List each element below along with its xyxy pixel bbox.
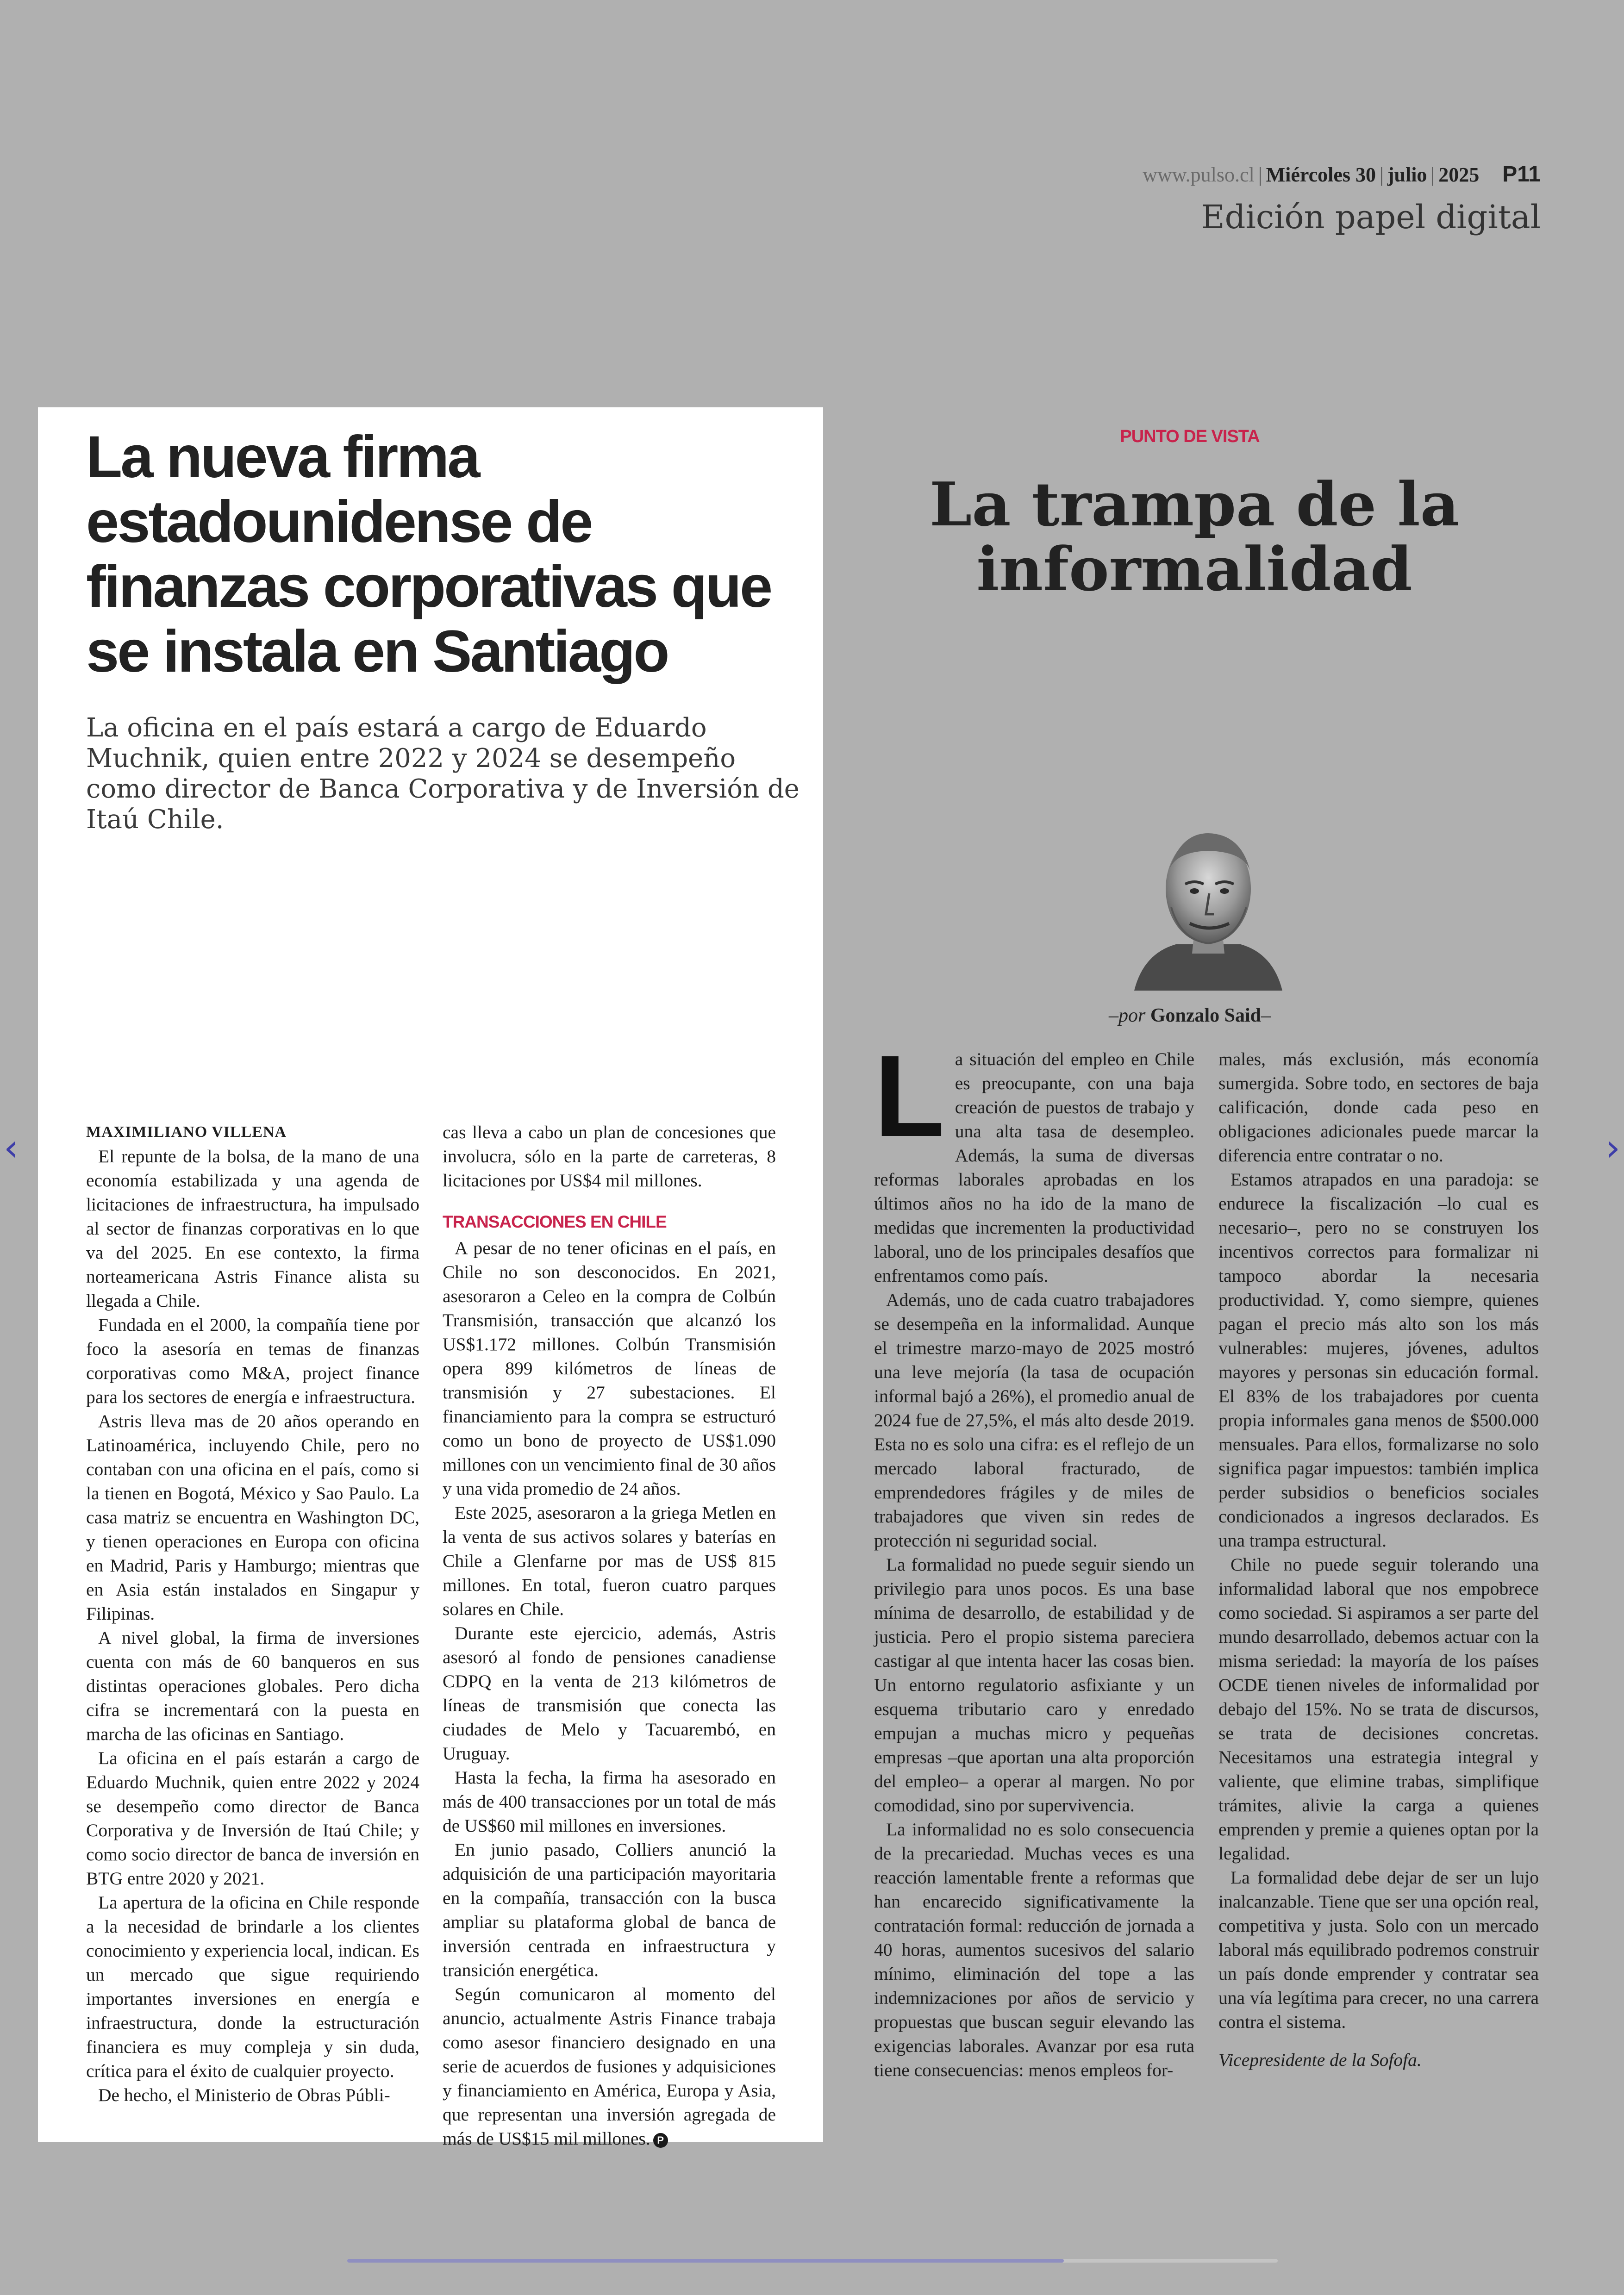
- separator: |: [1380, 163, 1384, 186]
- opinion-column-2: [1218, 1047, 1539, 2072]
- article-column-1: [86, 1120, 419, 2107]
- author-name: Gonzalo Said: [1150, 1005, 1262, 1026]
- article-paragraph-text: Según comunicaron al momento del anuncio, actualmente Astris Finance trabaja como asesor financiero designado en una serie de acuerdos de fusiones y adquisiciones y financiamiento en América, Europa y Asia, que representan una inversión agregada de más de US$15 mil millones.: [443, 1984, 776, 2149]
- site-url[interactable]: www.pulso.cl: [1143, 163, 1255, 186]
- opinion-paragraph: La formalidad no puede seguir siendo un privilegio para unos pocos. Es una base mínima de desarrollo, de estabilidad y de justicia. Pero el propio sistema pareciera castigar al que intenta hacer las cosas bien. Un entorno regulatorio asfixiante y un esquema tributario caro y enredado empujan a muchas micro y pequeñas empresas –que aportan una alta proporción del empleo– a operar al margen. No por comodidad, sino por supervivencia.: [874, 1554, 1194, 1815]
- opinion-paragraph: Chile no puede seguir tolerando una informalidad laboral que nos empobrece como sociedad. Si aspiramos a ser parte del mundo desarrollado, debemos actuar con la misma seriedad: la mayoría de los países OCDE tienen niveles de informalidad por debajo del 15%. No se trata de discursos, se trata de decisiones concretas. Necesitamos una estrategia integral y valiente, que elimine trabas, simplifique trámites, alivie la carga a quienes emprenden y premie a quienes optan por la legalidad.: [1218, 1554, 1539, 1864]
- article-paragraph: Durante este ejercicio, además, Astris asesoró al fondo de pensiones canadiense CDPQ en la venta de 213 kilómetros de líneas de transmisión que conecta las ciudades de Melo y Tacuarembó, en Uruguay.: [443, 1623, 776, 1764]
- author-byline: [898, 1004, 1481, 1027]
- section-kicker: PUNTO DE VISTA: [1120, 427, 1260, 446]
- issue-line: [1143, 161, 1541, 188]
- separator: |: [1430, 163, 1435, 186]
- opinion-paragraph-text: a situación del empleo en Chile es preocupante, con una baja creación de puestos de trabajo y una alta tasa de desempleo. Además, la suma de diversas reformas laborales aprobadas en los últimos años no ha ido de la mano de medidas que incrementen la productividad laboral, uno de los principales desafíos que enfrentamos como país.: [874, 1049, 1194, 1286]
- article-paragraph: Este 2025, asesoraron a la griega Metlen en la venta de sus activos solares y baterías en Chile a Glenfarne por mas de US$ 815 millones. En total, fueron cuatro parques solares en Chile.: [443, 1503, 776, 1619]
- author-portrait: [1125, 815, 1292, 991]
- issue-date-day: Miércoles 30: [1266, 163, 1376, 186]
- article-headline: La nueva firma estadounidense de finanzas corporativas que se instala en Santiago: [86, 424, 771, 685]
- article-paragraph: cas lleva a cabo un plan de concesiones que involucra, sólo en la parte de carreteras, 8 licitaciones por US$4 mil millones.: [443, 1122, 776, 1191]
- article-paragraph: De hecho, el Ministerio de Obras Públi-: [98, 2085, 390, 2105]
- author-title: Vicepresidente de la Sofofa.: [1218, 2050, 1422, 2070]
- edition-label: Edición papel digital: [1201, 198, 1541, 236]
- previous-page-arrow-icon[interactable]: ‹: [4, 1126, 19, 1169]
- opinion-column-1: [874, 1031, 1194, 2082]
- issue-date-year: 2025: [1438, 163, 1480, 186]
- article-paragraph: A pesar de no tener oficinas en el país, en Chile no son desconocidos. En 2021, asesoraron a Celeo en la compra de Colbún Transmisión, transacción que alcanzó los US$1.172 millones. Colbún Transmisión opera 899 kilómetros de líneas de transmisión y 27 subestaciones. El financiamiento para la compra se estructuró como un bono de proyecto de US$1.090 millones con un vencimiento final de 30 años y una vida promedio de 24 años.: [443, 1238, 776, 1499]
- opinion-paragraph: La formalidad debe dejar de ser un lujo inalcanzable. Tiene que ser una opción real, competitiva y justa. Solo con un mercado laboral más equilibrado podremos construir un país donde emprender y contratar sea una vía legítima para crecer, no una carrera contra el sistema.: [1218, 1867, 1539, 2032]
- opinion-title: La trampa de la informalidad: [929, 469, 1460, 605]
- article-column-2: [443, 1120, 776, 2151]
- article-deck: La oficina en el país estará a cargo de Eduardo Muchnik, quien entre 2022 y 2024 se desempeño como director de Banca Corporativa y de Inversión de Itaú Chile.: [86, 713, 800, 835]
- article-paragraph: Astris lleva mas de 20 años operando en Latinoamérica, incluyendo Chile, pero no contaban con una oficina en el país, como si la tienen en Bogotá, México y Sao Paulo. La casa matriz se encuentra en Washington DC, y tienen operaciones en Europa con oficina en Madrid, Paris y Hamburgo; mientras que en Asia están instalados en Singapur y Filipinas.: [86, 1411, 419, 1624]
- page-progress-fill: [347, 2259, 1064, 2263]
- drop-cap: L: [874, 1031, 945, 1160]
- masthead: [1143, 161, 1541, 240]
- opinion-paragraph: La informalidad no es solo consecuencia de la precariedad. Muchas veces es una reacción lamentable frente a reformas que han encarecido significativamente la contratación formal: reducción de jornada a 40 horas, aumentos sucesivos del salario mínimo, eliminación del tope a las indemnizaciones por años de servicio y propuestas que buscan seguir elevando las exigencias laborales. Avanzar por esa ruta tiene consecuencias: menos empleos for-: [874, 1819, 1194, 2080]
- article-paragraph: En junio pasado, Colliers anunció la adquisición de una participación mayoritaria en la compañía, transacción con la busca ampliar su plataforma global de banca de inversión centrada en infraestructura y transición energética.: [443, 1840, 776, 1980]
- article-paragraph: A nivel global, la firma de inversiones cuenta con más de 60 banqueros en sus distintas operaciones globales. Pero dicha cifra se incrementará con la puesta en marcha de las oficinas en Santiago.: [86, 1628, 419, 1744]
- page-progress-bar[interactable]: [347, 2259, 1278, 2263]
- left-article: [38, 407, 823, 2149]
- article-byline: MAXIMILIANO VILLENA: [86, 1123, 287, 1141]
- end-of-article-icon: P: [653, 2133, 668, 2148]
- byline-prefix: –por: [1108, 1005, 1146, 1026]
- article-paragraph: La apertura de la oficina en Chile responde a la necesidad de brindarle a los clientes conocimiento y experiencia local, indican. Es un mercado que sigue requiriendo importantes inversiones en energía e infraestructura, donde la estructuración financiera es muy compleja y sin duda, crítica para el éxito de cualquier proyecto.: [86, 1892, 419, 2081]
- article-subhead: TRANSACCIONES EN CHILE: [443, 1212, 667, 1231]
- byline-suffix: –: [1261, 1005, 1271, 1026]
- opinion-paragraph: males, más exclusión, más economía sumergida. Sobre todo, en sectores de baja calificación, donde cada peso en obligaciones adicionales puede marcar la diferencia entre contratar o no.: [1218, 1049, 1539, 1166]
- page-number: P11: [1502, 162, 1541, 187]
- article-paragraph: El repunte de la bolsa, de la mano de una economía estabilizada y una agenda de licitaciones de infraestructura, ha impulsado al sector de finanzas corporativas en lo que va del 2025. En ese contexto, la firma norteamericana Astris Finance alista su llegada a Chile.: [86, 1146, 419, 1311]
- opinion-paragraph: Además, uno de cada cuatro trabajadores se desempeña en la informalidad. Aunque el trimestre marzo-mayo de 2025 mostró una leve mejoría (la tasa de ocupación informal bajó a 26%), el promedio anual de 2024 fue de 27,5%, el más alto desde 2019. Esta no es solo una cifra: es el reflejo de un mercado laboral fracturado, de emprendedores frágiles y de miles de trabajadores que viven sin redes de protección ni seguridad social.: [874, 1290, 1194, 1551]
- article-paragraph: Fundada en el 2000, la compañía tiene por foco la asesoría en temas de finanzas corporativas como M&A, project finance para los sectores de energía e infraestructura.: [86, 1315, 419, 1407]
- article-paragraph: La oficina en el país estarán a cargo de Eduardo Muchnik, quien entre 2022 y 2024 se desempeño como director de Banca Corporativa y de Inversión de Itaú Chile; y como socio director de banca de inversión en BTG entre 2020 y 2021.: [86, 1748, 419, 1889]
- article-paragraph: Hasta la fecha, la firma ha asesorado en más de 400 transacciones por un total de más de US$60 mil millones en inversiones.: [443, 1767, 776, 1836]
- opinion-paragraph: Estamos atrapados en una paradoja: se endurece la fiscalización –lo cual es necesario–, pero no se construyen los incentivos correctos para formalizar ni tampoco abordar la necesaria productividad. Y, como siempre, quienes pagan el precio más alto son los más vulnerables: mujeres, jóvenes, adultos mayores y personas sin educación formal. El 83% de los trabajadores por cuenta propia informales gana menos de $500.000 mensuales. Para ellos, formalizarse no solo significa pagar impuestos: también implica perder subsidios o beneficios sociales condicionados a ingresos declarados. Es una trampa estructural.: [1218, 1169, 1539, 1551]
- opinion-paragraph-first: [874, 1031, 1194, 1288]
- article-paragraph-last: [443, 1982, 776, 2151]
- separator: |: [1258, 163, 1262, 186]
- next-page-arrow-icon[interactable]: ›: [1605, 1126, 1620, 1169]
- issue-date-month: julio: [1387, 163, 1427, 186]
